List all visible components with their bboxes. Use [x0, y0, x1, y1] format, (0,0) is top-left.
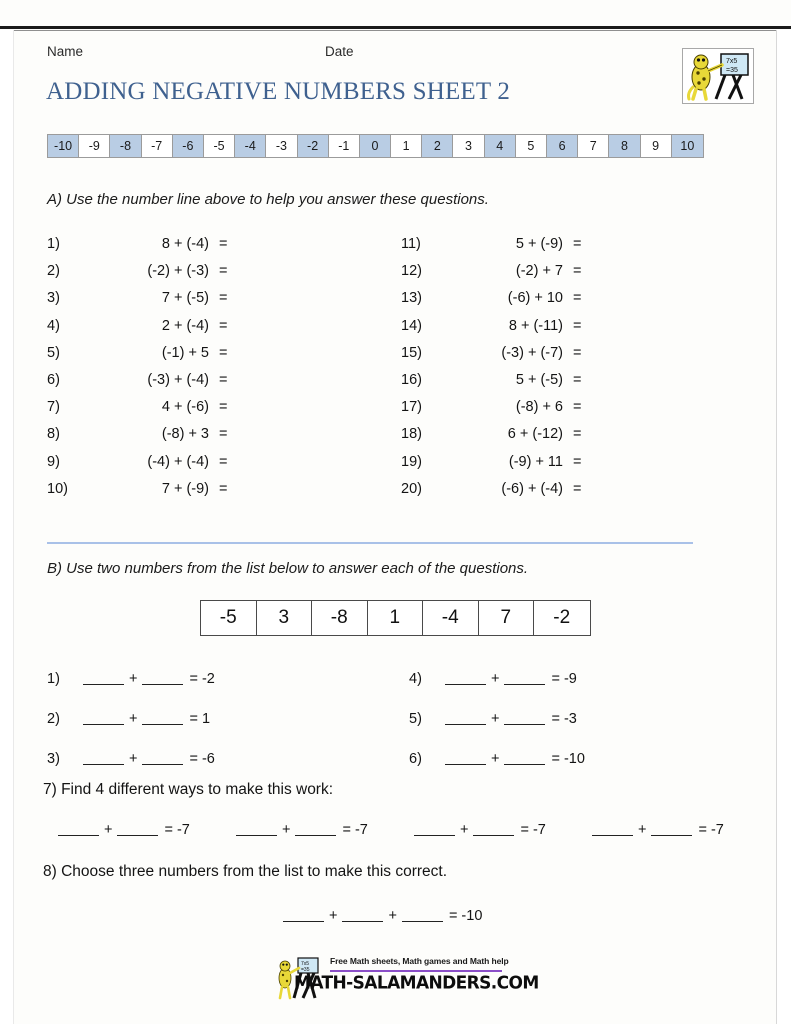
section-b-instruction: B) Use two numbers from the list below to answer each of the questions.: [47, 560, 529, 577]
question-expression: 8 + (-11): [508, 317, 563, 334]
question-expression: 6 + (-12): [507, 426, 563, 443]
number-line-cell: -4: [235, 135, 266, 157]
svg-text:=35: =35: [726, 67, 738, 74]
answer-blank[interactable]: [58, 821, 99, 836]
question-expression: [443, 739, 585, 779]
answer-blank[interactable]: [504, 710, 545, 725]
equals-sign: =: [219, 236, 228, 252]
question-result: = -10: [551, 751, 585, 767]
number-line-cell: -10: [48, 135, 79, 157]
equals-sign: =: [219, 263, 228, 280]
svg-text:=35: =35: [301, 967, 310, 973]
question-number: 5): [409, 711, 422, 727]
question-number: 4): [47, 317, 60, 334]
answer-blank[interactable]: [504, 750, 545, 765]
number-line-cell: 6: [547, 135, 578, 157]
answer-blank[interactable]: [414, 821, 455, 836]
svg-text:7x5: 7x5: [726, 58, 738, 65]
answer-blank[interactable]: [117, 821, 158, 836]
salamander-teacher-icon: [683, 49, 753, 103]
number-bank-cell: 7: [479, 601, 535, 635]
answer-blank[interactable]: [142, 710, 183, 725]
question-7-result: = -7: [698, 822, 724, 838]
equals-sign: =: [573, 263, 582, 280]
question-result: = 1: [189, 711, 211, 727]
equals-sign: =: [219, 453, 228, 470]
question-expression: 7 + (-9): [161, 480, 209, 497]
question-number: 19): [401, 453, 422, 470]
page-title: ADDING NEGATIVE NUMBERS SHEET 2: [46, 78, 511, 105]
footer-logo: [274, 956, 539, 1001]
question-expression: 5 + (-9): [515, 236, 563, 252]
plus-sign: +: [329, 908, 338, 924]
number-line-cell: -8: [110, 135, 141, 157]
question-expression: (-6) + (-4): [501, 480, 563, 497]
question-expression: 8 + (-4): [161, 236, 209, 252]
question-expression: 4 + (-6): [161, 399, 209, 416]
question-number: 11): [401, 236, 421, 252]
question-expression: 7 + (-5): [161, 290, 209, 307]
date-field-label: Date: [325, 44, 354, 59]
equals-sign: =: [219, 290, 228, 307]
question-result: = -6: [189, 751, 215, 767]
question-7-blank-set: [412, 821, 546, 838]
equals-sign: =: [573, 317, 582, 334]
name-field-label: Name: [47, 44, 84, 59]
question-expression: [443, 699, 577, 739]
number-bank: [200, 600, 591, 636]
number-line-cell: -7: [142, 135, 173, 157]
question-number: 1): [47, 236, 60, 252]
answer-blank[interactable]: [473, 821, 514, 836]
answer-blank[interactable]: [83, 710, 124, 725]
number-line-cell: 0: [360, 135, 391, 157]
answer-blank[interactable]: [592, 821, 633, 836]
question-expression: 5 + (-5): [515, 372, 563, 388]
answer-blank[interactable]: [236, 821, 277, 836]
number-bank-cell: -8: [312, 601, 368, 635]
answer-blank[interactable]: [83, 750, 124, 765]
question-number: 3): [47, 751, 60, 767]
page-top-border: [0, 26, 791, 29]
question-expression: (-4) + (-4): [147, 453, 209, 470]
plus-sign: +: [638, 822, 647, 838]
equals-sign: =: [573, 372, 582, 388]
question-number: 6): [47, 372, 60, 388]
question-number: 8): [47, 426, 60, 443]
number-bank-cell: 3: [257, 601, 313, 635]
question-number: 3): [47, 290, 60, 307]
question-8-label: 8) Choose three numbers from the list to make this correct.: [43, 863, 448, 880]
plus-sign: +: [460, 822, 469, 838]
number-line-cell: 7: [578, 135, 609, 157]
question-expression: (-8) + 6: [515, 399, 563, 416]
number-line-cell: -2: [298, 135, 329, 157]
question-expression: (-8) + 3: [161, 426, 209, 443]
page-right-margin: [776, 30, 791, 1024]
answer-blank[interactable]: [445, 670, 486, 685]
question-result: = -3: [551, 711, 577, 727]
plus-sign: +: [491, 751, 500, 767]
math-salamanders-logo-icon: [682, 48, 754, 104]
answer-blank[interactable]: [445, 710, 486, 725]
equals-sign: =: [219, 344, 228, 361]
number-line-cell: 4: [485, 135, 516, 157]
question-7-result: = -7: [520, 822, 546, 838]
number-line-cell: 3: [453, 135, 484, 157]
equals-sign: =: [573, 480, 582, 497]
answer-blank[interactable]: [142, 750, 183, 765]
number-line-cell: 1: [391, 135, 422, 157]
question-7-result: = -7: [164, 822, 190, 838]
question-number: 2): [47, 263, 60, 280]
answer-blank[interactable]: [504, 670, 545, 685]
equals-sign: =: [219, 372, 228, 388]
plus-sign: +: [129, 671, 138, 687]
question-number: 7): [47, 399, 60, 416]
question-7-blank-set: [234, 821, 368, 838]
footer-brand: MATH-SALAMANDERS.COM: [294, 973, 539, 994]
question-number: 15): [401, 344, 422, 361]
question-expression: (-3) + (-7): [501, 344, 563, 361]
question-number: 10): [47, 480, 68, 497]
question-expression: [81, 659, 215, 699]
equals-sign: =: [573, 290, 582, 307]
question-expression: (-9) + 11: [508, 453, 563, 470]
answer-blank[interactable]: [342, 907, 383, 922]
question-number: 4): [409, 671, 422, 687]
number-bank-cell: 1: [368, 601, 424, 635]
answer-blank[interactable]: [83, 670, 124, 685]
plus-sign: +: [388, 908, 397, 924]
plus-sign: +: [129, 711, 138, 727]
footer-tagline: Free Math sheets, Math games and Math help: [330, 956, 509, 966]
question-number: 20): [401, 480, 422, 497]
question-7-blank-set: [56, 821, 190, 838]
page-left-margin: [0, 30, 14, 1024]
number-line: [47, 134, 704, 158]
equals-sign: =: [219, 480, 228, 497]
question-expression: 2 + (-4): [161, 317, 209, 334]
question-number: 16): [401, 372, 422, 388]
question-number: 18): [401, 426, 422, 443]
question-expression: [81, 699, 210, 739]
answer-blank[interactable]: [651, 821, 692, 836]
question-expression: (-2) + 7: [515, 263, 563, 280]
question-number: 17): [401, 399, 422, 416]
question-number: 9): [47, 453, 60, 470]
answer-blank[interactable]: [445, 750, 486, 765]
equals-sign: =: [573, 453, 582, 470]
question-8-blanks-row: [281, 907, 482, 924]
number-bank-cell: -5: [201, 601, 257, 635]
answer-blank[interactable]: [142, 670, 183, 685]
plus-sign: +: [491, 671, 500, 687]
question-expression: [81, 739, 215, 779]
question-7-result: = -7: [342, 822, 368, 838]
question-number: 14): [401, 317, 422, 334]
number-line-cell: 2: [422, 135, 453, 157]
number-line-cell: 9: [641, 135, 672, 157]
question-7-blank-set: [590, 821, 724, 838]
equals-sign: =: [219, 317, 228, 334]
answer-blank[interactable]: [283, 907, 324, 922]
footer-underline: [330, 970, 502, 972]
number-line-cell: -9: [79, 135, 110, 157]
question-number: 5): [47, 344, 60, 361]
question-expression: (-1) + 5: [161, 344, 209, 361]
question-result: = -2: [189, 671, 215, 687]
question-number: 12): [401, 263, 422, 280]
question-number: 2): [47, 711, 60, 727]
section-divider: [47, 542, 693, 544]
equals-sign: =: [219, 399, 228, 416]
question-number: 1): [47, 671, 60, 687]
equals-sign: =: [573, 426, 582, 443]
equals-sign: =: [573, 236, 582, 252]
question-result: = -9: [551, 671, 577, 687]
question-8-result: = -10: [448, 908, 483, 924]
svg-text:7x5: 7x5: [301, 961, 310, 967]
plus-sign: +: [491, 711, 500, 727]
question-number: 13): [401, 290, 422, 307]
number-bank-cell: -2: [534, 601, 590, 635]
equals-sign: =: [573, 399, 582, 416]
worksheet-content: [14, 31, 776, 1024]
number-line-cell: -5: [204, 135, 235, 157]
number-line-cell: -3: [266, 135, 297, 157]
answer-blank[interactable]: [402, 907, 443, 922]
plus-sign: +: [129, 751, 138, 767]
number-line-cell: 10: [672, 135, 703, 157]
equals-sign: =: [219, 426, 228, 443]
question-expression: (-3) + (-4): [147, 372, 209, 388]
question-expression: (-2) + (-3): [147, 263, 209, 280]
number-line-cell: -6: [173, 135, 204, 157]
equals-sign: =: [573, 344, 582, 361]
question-7-label: 7) Find 4 different ways to make this work:: [43, 781, 334, 798]
plus-sign: +: [104, 822, 113, 838]
number-line-cell: 5: [516, 135, 547, 157]
question-expression: (-6) + 10: [507, 290, 563, 307]
number-line-cell: 8: [609, 135, 640, 157]
number-line-cell: -1: [329, 135, 360, 157]
question-expression: [443, 659, 577, 699]
answer-blank[interactable]: [295, 821, 336, 836]
question-number: 6): [409, 751, 422, 767]
number-bank-cell: -4: [423, 601, 479, 635]
plus-sign: +: [282, 822, 291, 838]
section-a-instruction: A) Use the number line above to help you answer these questions.: [47, 191, 489, 208]
